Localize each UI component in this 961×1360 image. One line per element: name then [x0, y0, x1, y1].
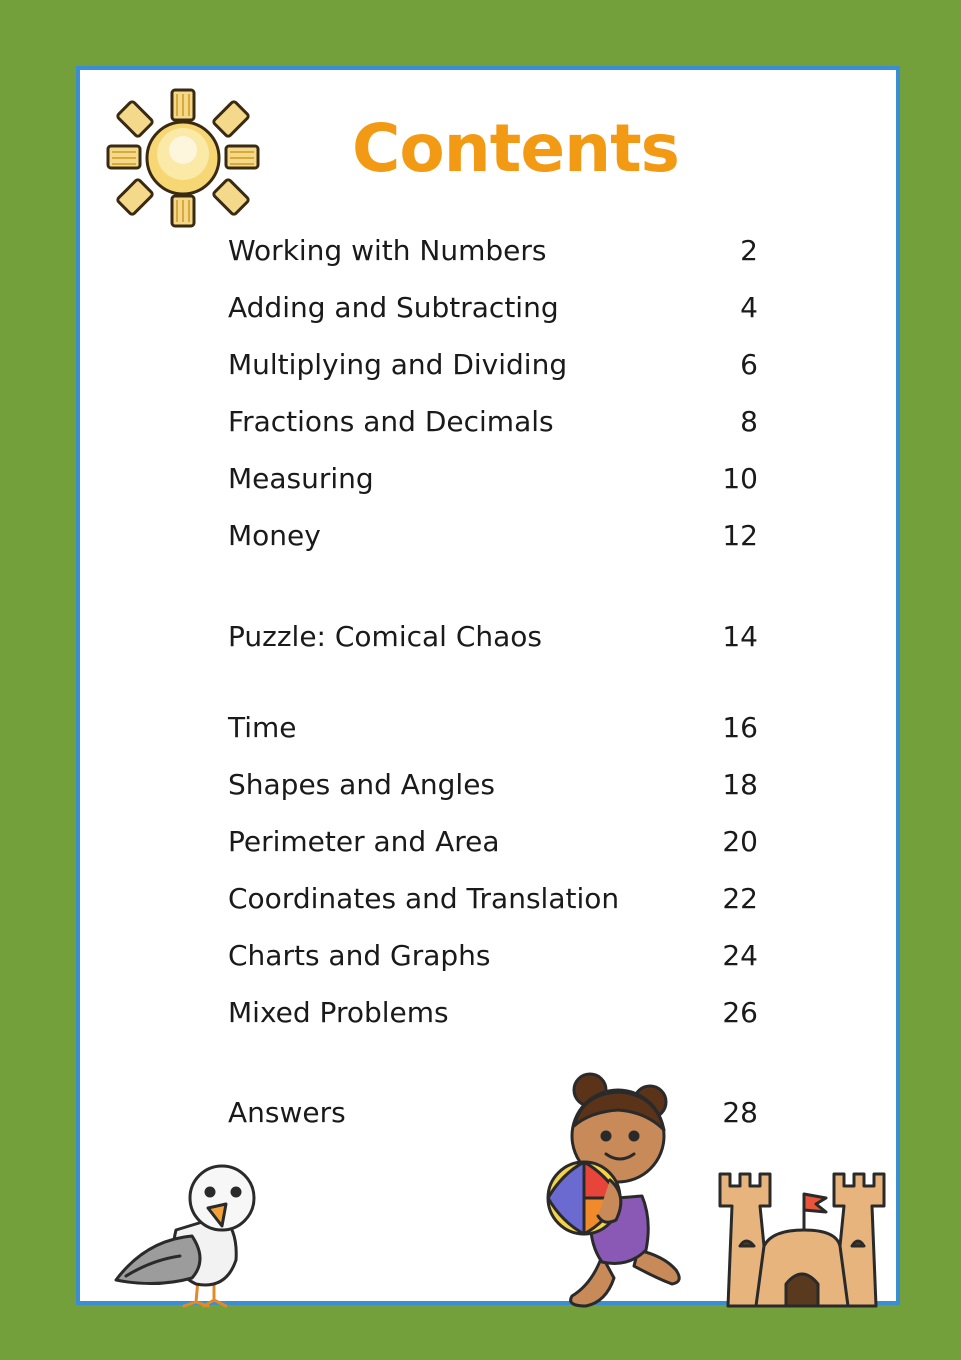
entry-title: Money [228, 519, 321, 552]
entry-title: Mixed Problems [228, 996, 449, 1029]
entry-page-number: 20 [722, 825, 758, 858]
entry-page-number: 16 [722, 711, 758, 744]
entry-page-number: 28 [722, 1096, 758, 1129]
entry-page-number: 24 [722, 939, 758, 972]
entry-title: Perimeter and Area [228, 825, 500, 858]
contents-entry [228, 939, 758, 979]
contents-entry [228, 620, 758, 660]
seagull-icon [96, 1160, 266, 1310]
entry-title: Puzzle: Comical Chaos [228, 620, 543, 653]
contents-entry [228, 711, 758, 751]
contents-page [76, 66, 900, 1305]
entry-page-number: 10 [722, 462, 758, 495]
girl-with-ball-icon [506, 1070, 696, 1310]
entry-page-number: 12 [722, 519, 758, 552]
entry-title: Answers [228, 1096, 346, 1129]
entry-page-number: 14 [722, 620, 758, 653]
contents-entry [228, 462, 758, 502]
page-title: Contents [352, 110, 679, 187]
entry-title: Time [228, 711, 297, 744]
contents-entry [228, 234, 758, 274]
contents-entry [228, 519, 758, 559]
entry-page-number: 8 [740, 405, 758, 438]
entry-title: Charts and Graphs [228, 939, 491, 972]
contents-entry [228, 405, 758, 445]
entry-page-number: 26 [722, 996, 758, 1029]
contents-entry [228, 825, 758, 865]
entry-page-number: 4 [740, 291, 758, 324]
entry-page-number: 6 [740, 348, 758, 381]
entry-title: Measuring [228, 462, 374, 495]
entry-title: Coordinates and Translation [228, 882, 620, 915]
entry-title: Shapes and Angles [228, 768, 496, 801]
contents-entry [228, 291, 758, 331]
entry-title: Fractions and Decimals [228, 405, 554, 438]
entry-title: Multiplying and Dividing [228, 348, 568, 381]
entry-page-number: 2 [740, 234, 758, 267]
entry-title: Adding and Subtracting [228, 291, 559, 324]
contents-entry [228, 882, 758, 922]
sun-icon [104, 88, 262, 228]
sandcastle-icon [712, 1166, 892, 1310]
entry-title: Working with Numbers [228, 234, 547, 267]
contents-entry [228, 348, 758, 388]
contents-entry [228, 768, 758, 808]
entry-page-number: 22 [722, 882, 758, 915]
contents-entry [228, 996, 758, 1036]
entry-page-number: 18 [722, 768, 758, 801]
